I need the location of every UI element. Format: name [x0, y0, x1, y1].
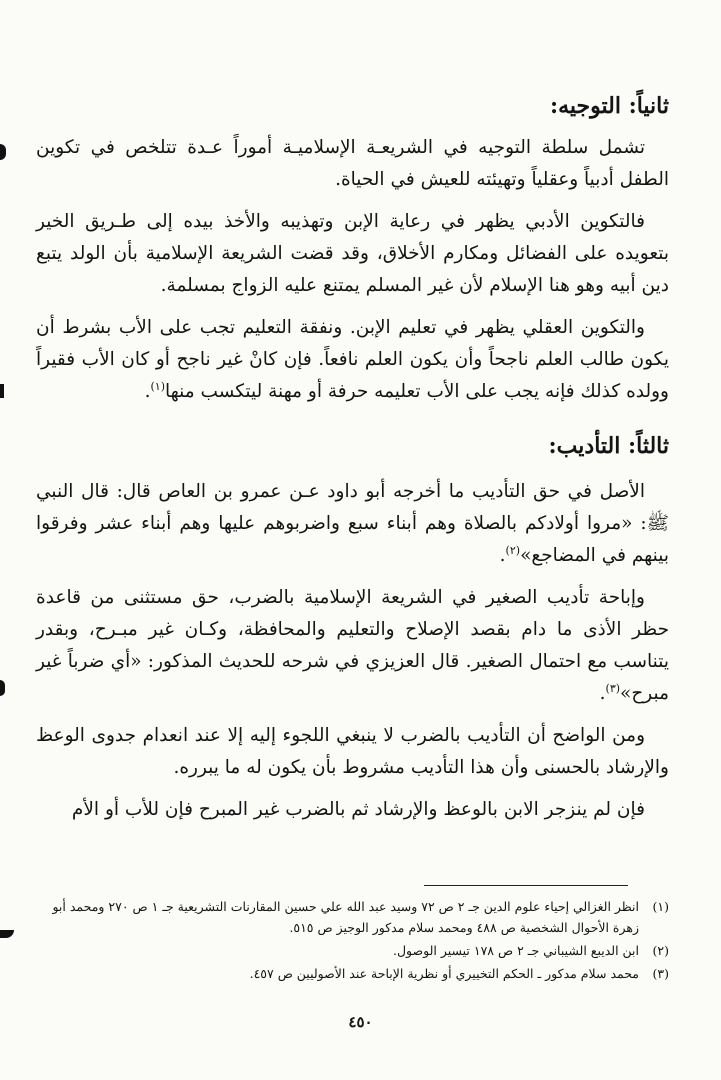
footnote-ref: (٢): [505, 543, 521, 557]
main-text: [36, 90, 669, 836]
footnote-number: (١): [652, 899, 669, 914]
scan-mark: [0, 930, 14, 938]
footnote-ref: (٣): [605, 681, 621, 695]
paragraph: والتكوين العقلي يظهر في تعليم الإبن. ونفقة التعليم تجب على الأب بشرط أن يكون طالب العلم ناجحاً وأن يكون العلم نافعاً. فإن كانْ غير ناجح أو كان الأب فقيراً وولده كذلك فإنه يجب على الأب تعليمه حرفة أو مهنة ليتكسب منها$^{(١)}$.: [36, 317, 669, 402]
footnote: [36, 963, 669, 984]
footnote-number: (٣): [652, 966, 669, 981]
footnote: [36, 896, 669, 938]
page-number: ٤٥٠: [348, 1013, 373, 1031]
paragraph: الأصل في حق التأديب ما أخرجه أبو داود عـن عمرو بن العاص قال: قال النبي ﷺ: «مروا أولادكم بالصلاة وهم أبناء سبع واضربوهم عليها وهم أبناء عشر وفرقوا بينهم في المضاجع»$^{(٢)}$.: [36, 481, 669, 566]
paragraph: فإن لم ينزجر الابن بالوعظ والإرشاد ثم بالضرب غير المبرح فإن للأب أو الأم: [71, 799, 645, 820]
scan-mark: [0, 680, 5, 696]
footnote-number: (٢): [652, 943, 669, 958]
footnote: [36, 940, 669, 961]
scan-mark: [0, 384, 4, 398]
paragraph: تشمل سلطة التوجيه في الشريعـة الإسلاميـة أموراً عـدة تتلخص في تكوين الطفل أدبياً وعقلياً وتهيئته للعيش في الحياة.: [36, 137, 669, 190]
paragraph-text: الأصل في حق التأديب ما أخرجه أبو داود عـن عمرو بن العاص قال: قال النبي ﷺ: «مروا أولادكم بالصلاة وهم أبناء سبع واضربوهم عليها وهم أبناء عشر وفرقوا بينهم في المضاجع»: [36, 481, 669, 566]
scan-mark: [0, 144, 6, 160]
footnote-text: ابن الديبع الشيباني جـ ٢ ص ١٧٨ تيسير الوصول.: [392, 943, 639, 958]
paragraph: وإباحة تأديب الصغير في الشريعة الإسلامية بالضرب، حق مستثنى من قاعدة حظر الأذى ما دام بقصد الإصلاح والتعليم والمحافظة، وكـان غير مبـرح، وبقدر يتناسب مع احتمال الصغير. قال العزيزي في شرحه للحديث المذكور: «أي ضرباً غير مبرح»$^{(٣)}$.: [36, 587, 669, 704]
footnote-text: محمد سلام مدكور ـ الحكم التخييري أو نظرية الإباحة عند الأصوليين ص ٤٥٧.: [249, 966, 639, 981]
paragraph-text: والتكوين العقلي يظهر في تعليم الإبن. ونفقة التعليم تجب على الأب بشرط أن يكون طالب العلم ناجحاً وأن يكون العلم نافعاً. فإن كانْ غير ناجح أو كان الأب فقيراً وولده كذلك فإنه يجب على الأب تعليمه حرفة أو مهنة ليتكسب منها: [36, 317, 669, 402]
paragraph: فالتكوين الأدبي يظهر في رعاية الإبن وتهذيبه والأخذ بيده إلى طـريق الخير بتعويده على الفضائل ومكارم الأخلاق، وقد قضت الشريعة الإسلامية بأن الولد يتبع دين أبيه وهو هنا الإسلام لأن غير المسلم يمتنع عليه الزواج بمسلمة.: [36, 211, 669, 296]
footnote-text: انظر الغزالي إحياء علوم الدين جـ ٢ ص ٧٢ وسيد عبد الله علي حسين المقارنات التشريعية جـ ١ ص ٢٧٠ ومحمد أبو زهرة الأحوال الشخصية ص ٤٨٨ ومحمد سلام مدكور الوجيز ص ٥١٥.: [52, 899, 639, 935]
footnote-ref: (١): [150, 379, 165, 393]
paragraph: ومن الواضح أن التأديب بالضرب لا ينبغي اللجوء إليه إلا عند انعدام جدوى الوعظ والإرشاد بالحسنى وأن هذا التأديب مشروط بأن يكون له ما يبرره.: [36, 725, 669, 778]
section-heading-guidance: ثانياً: التوجيه:: [549, 93, 669, 119]
footnotes: [36, 896, 669, 986]
paragraph-text: وإباحة تأديب الصغير في الشريعة الإسلامية بالضرب، حق مستثنى من قاعدة حظر الأذى ما دام بقصد الإصلاح والتعليم والمحافظة، وكـان غير مبـرح، وبقدر يتناسب مع احتمال الصغير. قال العزيزي في شرحه للحديث المذكور: «أي ضرباً غير مبرح»: [36, 587, 669, 704]
section-heading-discipline: ثالثاً: التأديب:: [548, 433, 669, 459]
footnote-separator: [424, 885, 628, 886]
